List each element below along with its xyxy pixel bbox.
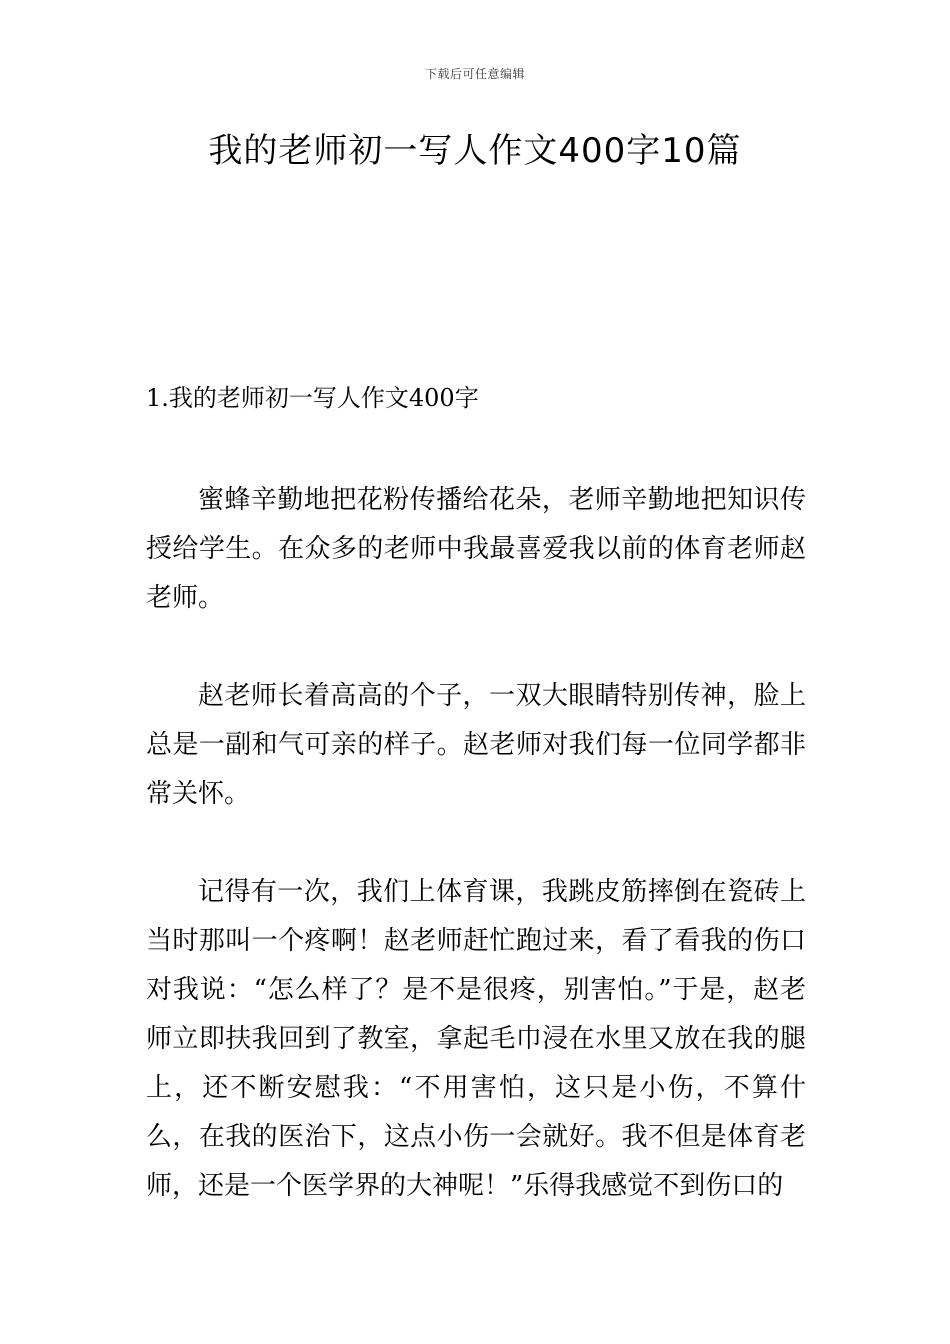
paragraph: 蜜蜂辛勤地把花粉传播给花朵，老师辛勤地把知识传授给学生。在众多的老师中我最喜爱我以前的体育老师赵老师。 [146, 485, 806, 613]
section-heading: 1.我的老师初一写人作文400字 [146, 384, 479, 412]
document-title: 我的老师初一写人作文400字10篇 [208, 131, 742, 171]
essay-body [146, 476, 806, 1260]
paragraph: 记得有一次，我们上体育课，我跳皮筋摔倒在瓷砖上当时那叫一个疼啊！赵老师赶忙跑过来，看了看我的伤口对我说：“怎么样了？是不是很疼，别害怕。”于是，赵老师立即扶我回到了教室，拿起毛巾浸在水里又放在我的腿上，还不断安慰我：“不用害怕，这只是小伤，不算什么，在我的医治下，这点小伤一会就好。我不但是体育老师，还是一个医学界的大神呢！”乐得我感觉不到伤口的 [146, 877, 806, 1201]
header-note: 下载后可任意编辑 [424, 67, 525, 81]
paragraph: 赵老师长着高高的个子，一双大眼睛特别传神，脸上总是一副和气可亲的样子。赵老师对我们每一位同学都非常关怀。 [146, 681, 806, 809]
